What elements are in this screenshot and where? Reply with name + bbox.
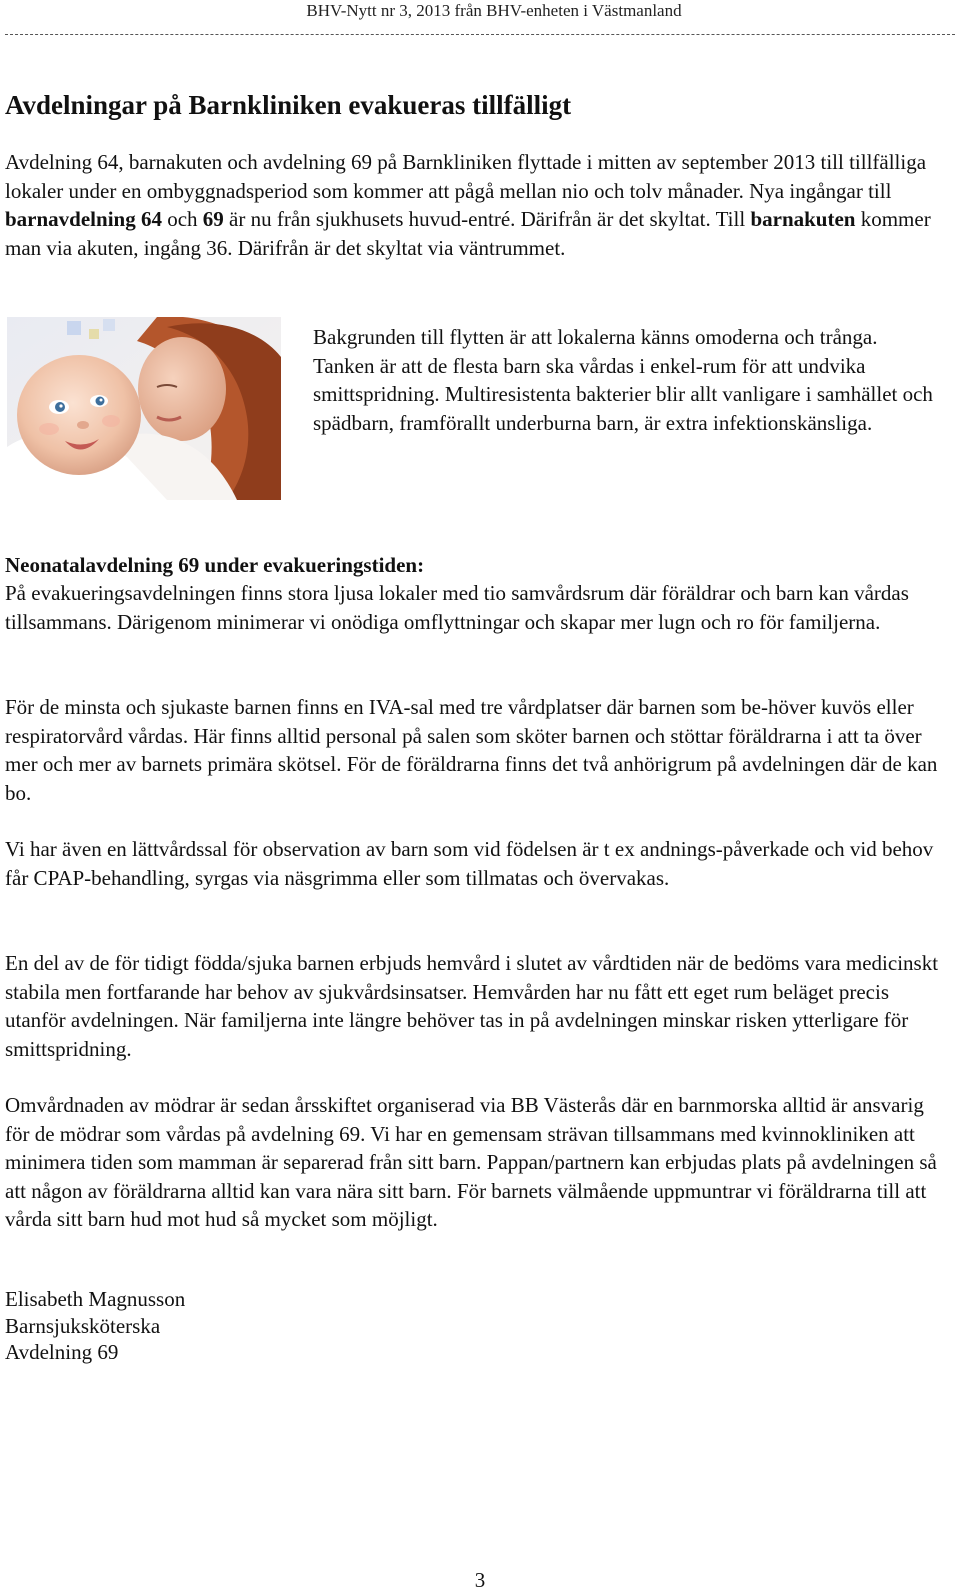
signature-block bbox=[5, 1286, 185, 1366]
body-paragraph-2: För de minsta och sjukaste barnen finns en IVA-sal med tre vårdplatser där barnen som be-höver kuvös eller respiratorvård vårdas. Här finns alltid personal på salen som sköter barnen och stöttar föräldrarna i att ta över mer och mer av barnets primära skötsel. För de föräldrarna finns det två anhörigrum på avdelningen där de kan bo. bbox=[5, 695, 938, 805]
intro-bold-69: 69 bbox=[202, 207, 224, 231]
running-header-text: BHV-Nytt nr 3, 2013 från BHV-enheten i Västmanland bbox=[306, 1, 682, 20]
body-paragraph-5: Omvårdnaden av mödrar är sedan årsskiftet organiserad via BB Västerås där en barnmorska alltid är ansvarig för de mödrar som vårdas på avdelning 69. Vi har en gemensam strävan tillsammans med kvinnokliniken att minimera tiden som mamman är separerad från sitt barn. Pappan/partnern kan erbjudas plats på avdelningen så att någon av föräldrarna alltid kan vara nära sitt barn. För barnets välmående uppmuntrar vi föräldrarna till att vårda sitt barn hud mot hud så mycket som möjligt. bbox=[5, 1093, 937, 1231]
signature-unit: Avdelning 69 bbox=[5, 1340, 119, 1364]
body-paragraph-4: En del av de för tidigt födda/sjuka barnen erbjuds hemvård i slutet av vårdtiden när de bedöms vara medicinskt stabila men fortfarande har behov av sjukvårdsinsatser. Hemvården har nu fått ett eget rum beläget precis utanför avdelningen. När familjerna inte längre behöver tas in på avdelningen minskar risken ytterligare för smittspridning. bbox=[5, 951, 939, 1061]
page-number-text: 3 bbox=[474, 1568, 486, 1592]
signature-name: Elisabeth Magnusson bbox=[5, 1287, 186, 1311]
signature-role: Barnsjuksköterska bbox=[5, 1313, 161, 1338]
intro-text-2: och bbox=[161, 207, 203, 231]
article-title: Avdelningar på Barnkliniken evakueras tillfälligt bbox=[5, 90, 572, 120]
background-paragraph: Bakgrunden till flytten är att lokalerna känns omoderna och trånga. Tanken är att de flesta barn ska vårdas i enkel-rum för att undvika smittspridning. Multiresistenta bakterier blir allt vanligare i samhället och spädbarn, framförallt underburna barn, är extra infektionskänsliga. bbox=[313, 325, 933, 435]
section-heading: Neonatalavdelning 69 under evakueringstiden: bbox=[5, 553, 425, 577]
intro-paragraph bbox=[5, 148, 950, 262]
page-number bbox=[0, 1568, 960, 1592]
intro-bold-barnakuten: barnakuten bbox=[750, 207, 856, 231]
running-header bbox=[0, 1, 960, 21]
intro-text-1: Avdelning 64, barnakuten och avdelning 69 på Barnkliniken flyttade i mitten av september 2013 till tillfälliga lokaler under en ombyggnadsperiod som kommer att pågå mellan nio och tolv månader. Nya ingångar till bbox=[5, 150, 927, 203]
intro-bold-barnavdelning: barnavdelning 64 bbox=[5, 207, 162, 231]
body-paragraph-3: Vi har även en lättvårdssal för observation av barn som vid födelsen är t ex andnings-påverkade och vid behov får CPAP-behandling, syrgas via näsgrimma eller som tillmatas och övervakas. bbox=[5, 837, 934, 890]
header-divider bbox=[5, 34, 955, 35]
mother-baby-photo bbox=[7, 317, 281, 500]
intro-text-3: är nu från sjukhusets huvud-entré. Därifrån är det skyltat. Till bbox=[223, 207, 751, 231]
intro-text-4: kommer man via akuten, ingång 36. Därifrån är det skyltat via väntrummet. bbox=[5, 207, 931, 260]
body-paragraph-1: På evakueringsavdelningen finns stora ljusa lokaler med tio samvårdsrum där föräldrar och barn kan vårdas tillsammans. Därigenom minimerar vi onödiga omflyttningar och skapar mer lugn och ro för familjerna. bbox=[5, 581, 909, 634]
